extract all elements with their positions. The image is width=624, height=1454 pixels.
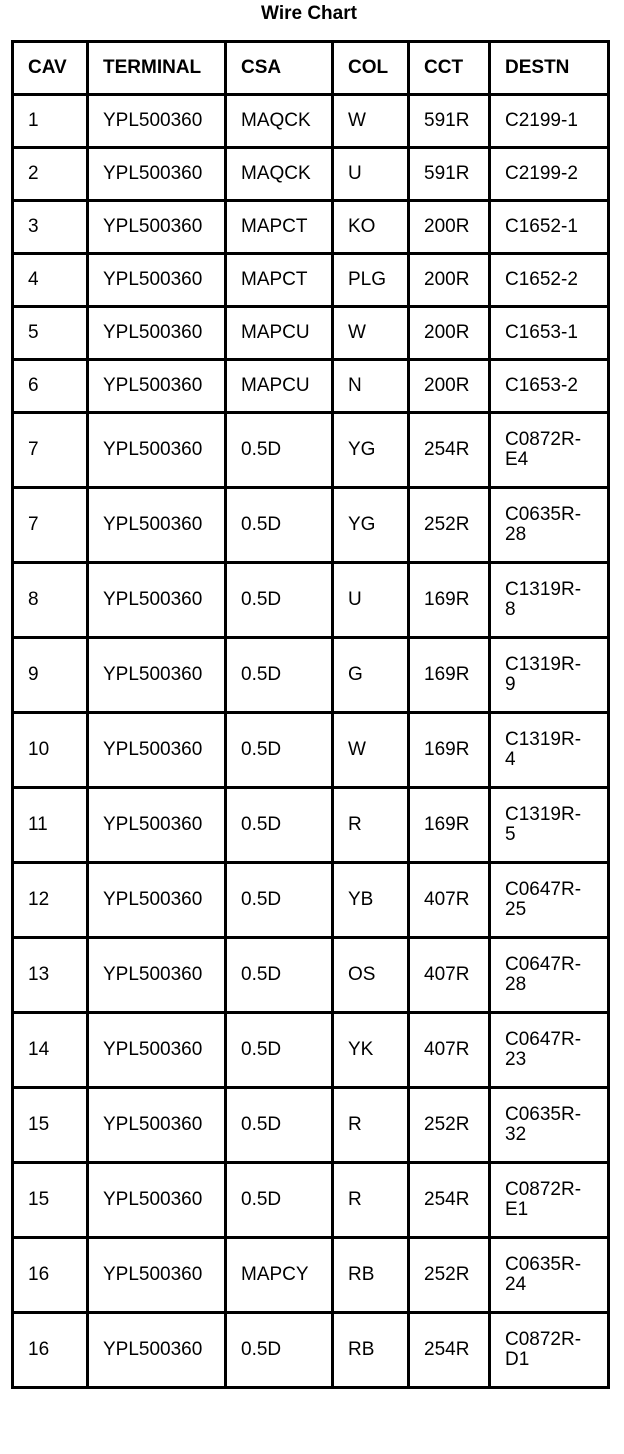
- cell-terminal: YPL500360: [88, 1163, 226, 1238]
- cell-csa: 0.5D: [226, 563, 333, 638]
- cell-destn: C1319R- 4: [490, 713, 609, 788]
- column-header-col: COL: [333, 42, 409, 95]
- cell-destn: C0635R- 32: [490, 1088, 609, 1163]
- cell-destn: C0872R- D1: [490, 1313, 609, 1388]
- cell-terminal: YPL500360: [88, 1313, 226, 1388]
- cell-csa: MAPCU: [226, 360, 333, 413]
- cell-csa: MAPCT: [226, 201, 333, 254]
- cell-destn: C1653-2: [490, 360, 609, 413]
- cell-cct: 169R: [409, 713, 490, 788]
- cell-terminal: YPL500360: [88, 254, 226, 307]
- cell-cct: 254R: [409, 1313, 490, 1388]
- cell-destn: C0647R- 25: [490, 863, 609, 938]
- cell-csa: MAPCU: [226, 307, 333, 360]
- cell-destn: C0635R- 24: [490, 1238, 609, 1313]
- cell-cav: 2: [13, 148, 88, 201]
- cell-cct: 169R: [409, 788, 490, 863]
- cell-col: YB: [333, 863, 409, 938]
- cell-cct: 591R: [409, 148, 490, 201]
- cell-cav: 6: [13, 360, 88, 413]
- cell-cct: 200R: [409, 201, 490, 254]
- cell-cct: 169R: [409, 638, 490, 713]
- cell-cav: 11: [13, 788, 88, 863]
- cell-cav: 3: [13, 201, 88, 254]
- cell-terminal: YPL500360: [88, 95, 226, 148]
- cell-col: U: [333, 563, 409, 638]
- cell-cav: 16: [13, 1238, 88, 1313]
- cell-cav: 12: [13, 863, 88, 938]
- table-row: [13, 713, 609, 788]
- cell-destn: C0647R- 23: [490, 1013, 609, 1088]
- header-row: [13, 42, 609, 95]
- table-row: [13, 563, 609, 638]
- cell-col: RB: [333, 1238, 409, 1313]
- cell-destn: C0647R- 28: [490, 938, 609, 1013]
- cell-csa: 0.5D: [226, 1088, 333, 1163]
- cell-csa: MAQCK: [226, 95, 333, 148]
- cell-cct: 591R: [409, 95, 490, 148]
- cell-destn: C0872R- E1: [490, 1163, 609, 1238]
- cell-terminal: YPL500360: [88, 1238, 226, 1313]
- cell-destn: C1652-1: [490, 201, 609, 254]
- cell-csa: 0.5D: [226, 938, 333, 1013]
- cell-cav: 16: [13, 1313, 88, 1388]
- table-row: [13, 1238, 609, 1313]
- column-header-cct: CCT: [409, 42, 490, 95]
- table-row: [13, 1088, 609, 1163]
- cell-col: RB: [333, 1313, 409, 1388]
- cell-destn: C2199-1: [490, 95, 609, 148]
- table-row: [13, 95, 609, 148]
- table-header: [13, 42, 609, 95]
- column-header-destn: DESTN: [490, 42, 609, 95]
- cell-col: R: [333, 788, 409, 863]
- cell-col: N: [333, 360, 409, 413]
- cell-cct: 252R: [409, 1088, 490, 1163]
- cell-destn: C0872R- E4: [490, 413, 609, 488]
- cell-terminal: YPL500360: [88, 488, 226, 563]
- cell-cav: 1: [13, 95, 88, 148]
- cell-destn: C1652-2: [490, 254, 609, 307]
- cell-cav: 4: [13, 254, 88, 307]
- cell-cct: 252R: [409, 488, 490, 563]
- cell-cct: 169R: [409, 563, 490, 638]
- cell-csa: 0.5D: [226, 638, 333, 713]
- cell-csa: 0.5D: [226, 1163, 333, 1238]
- cell-terminal: YPL500360: [88, 148, 226, 201]
- cell-csa: 0.5D: [226, 413, 333, 488]
- cell-destn: C0635R- 28: [490, 488, 609, 563]
- cell-terminal: YPL500360: [88, 1088, 226, 1163]
- cell-destn: C1319R- 5: [490, 788, 609, 863]
- cell-col: YG: [333, 488, 409, 563]
- column-header-cav: CAV: [13, 42, 88, 95]
- table-row: [13, 863, 609, 938]
- table-row: [13, 201, 609, 254]
- cell-csa: MAQCK: [226, 148, 333, 201]
- cell-terminal: YPL500360: [88, 638, 226, 713]
- cell-destn: C2199-2: [490, 148, 609, 201]
- cell-cav: 14: [13, 1013, 88, 1088]
- cell-col: YG: [333, 413, 409, 488]
- cell-destn: C1653-1: [490, 307, 609, 360]
- table-row: [13, 148, 609, 201]
- cell-cav: 7: [13, 413, 88, 488]
- cell-cav: 9: [13, 638, 88, 713]
- cell-terminal: YPL500360: [88, 713, 226, 788]
- cell-cct: 200R: [409, 307, 490, 360]
- cell-col: OS: [333, 938, 409, 1013]
- cell-csa: MAPCT: [226, 254, 333, 307]
- cell-terminal: YPL500360: [88, 788, 226, 863]
- cell-cct: 200R: [409, 360, 490, 413]
- cell-terminal: YPL500360: [88, 307, 226, 360]
- table-row: [13, 360, 609, 413]
- table-row: [13, 1163, 609, 1238]
- cell-csa: 0.5D: [226, 788, 333, 863]
- cell-cav: 10: [13, 713, 88, 788]
- cell-cav: 15: [13, 1088, 88, 1163]
- cell-cav: 7: [13, 488, 88, 563]
- cell-terminal: YPL500360: [88, 1013, 226, 1088]
- cell-csa: 0.5D: [226, 713, 333, 788]
- cell-cav: 13: [13, 938, 88, 1013]
- cell-col: G: [333, 638, 409, 713]
- cell-cav: 5: [13, 307, 88, 360]
- cell-terminal: YPL500360: [88, 938, 226, 1013]
- cell-destn: C1319R- 8: [490, 563, 609, 638]
- cell-col: R: [333, 1163, 409, 1238]
- table-row: [13, 938, 609, 1013]
- cell-col: KO: [333, 201, 409, 254]
- table-row: [13, 307, 609, 360]
- cell-col: W: [333, 713, 409, 788]
- cell-terminal: YPL500360: [88, 863, 226, 938]
- cell-cct: 407R: [409, 1013, 490, 1088]
- column-header-csa: CSA: [226, 42, 333, 95]
- cell-destn: C1319R- 9: [490, 638, 609, 713]
- cell-terminal: YPL500360: [88, 413, 226, 488]
- cell-cct: 200R: [409, 254, 490, 307]
- cell-terminal: YPL500360: [88, 201, 226, 254]
- cell-col: PLG: [333, 254, 409, 307]
- cell-cav: 8: [13, 563, 88, 638]
- cell-csa: 0.5D: [226, 488, 333, 563]
- cell-cct: 407R: [409, 938, 490, 1013]
- table-row: [13, 413, 609, 488]
- cell-csa: MAPCY: [226, 1238, 333, 1313]
- cell-col: W: [333, 307, 409, 360]
- cell-csa: 0.5D: [226, 1313, 333, 1388]
- column-header-terminal: TERMINAL: [88, 42, 226, 95]
- cell-csa: 0.5D: [226, 1013, 333, 1088]
- cell-col: YK: [333, 1013, 409, 1088]
- page-title: Wire Chart: [261, 3, 357, 24]
- cell-col: U: [333, 148, 409, 201]
- cell-col: R: [333, 1088, 409, 1163]
- cell-cct: 252R: [409, 1238, 490, 1313]
- table-row: [13, 488, 609, 563]
- table-row: [13, 1313, 609, 1388]
- table-body: [13, 95, 609, 1388]
- cell-cct: 407R: [409, 863, 490, 938]
- table-row: [13, 638, 609, 713]
- table-row: [13, 254, 609, 307]
- table-row: [13, 1013, 609, 1088]
- cell-cct: 254R: [409, 1163, 490, 1238]
- wire-chart-table: [11, 40, 610, 1389]
- cell-cav: 15: [13, 1163, 88, 1238]
- cell-terminal: YPL500360: [88, 360, 226, 413]
- cell-cct: 254R: [409, 413, 490, 488]
- cell-col: W: [333, 95, 409, 148]
- table-row: [13, 788, 609, 863]
- cell-csa: 0.5D: [226, 863, 333, 938]
- cell-terminal: YPL500360: [88, 563, 226, 638]
